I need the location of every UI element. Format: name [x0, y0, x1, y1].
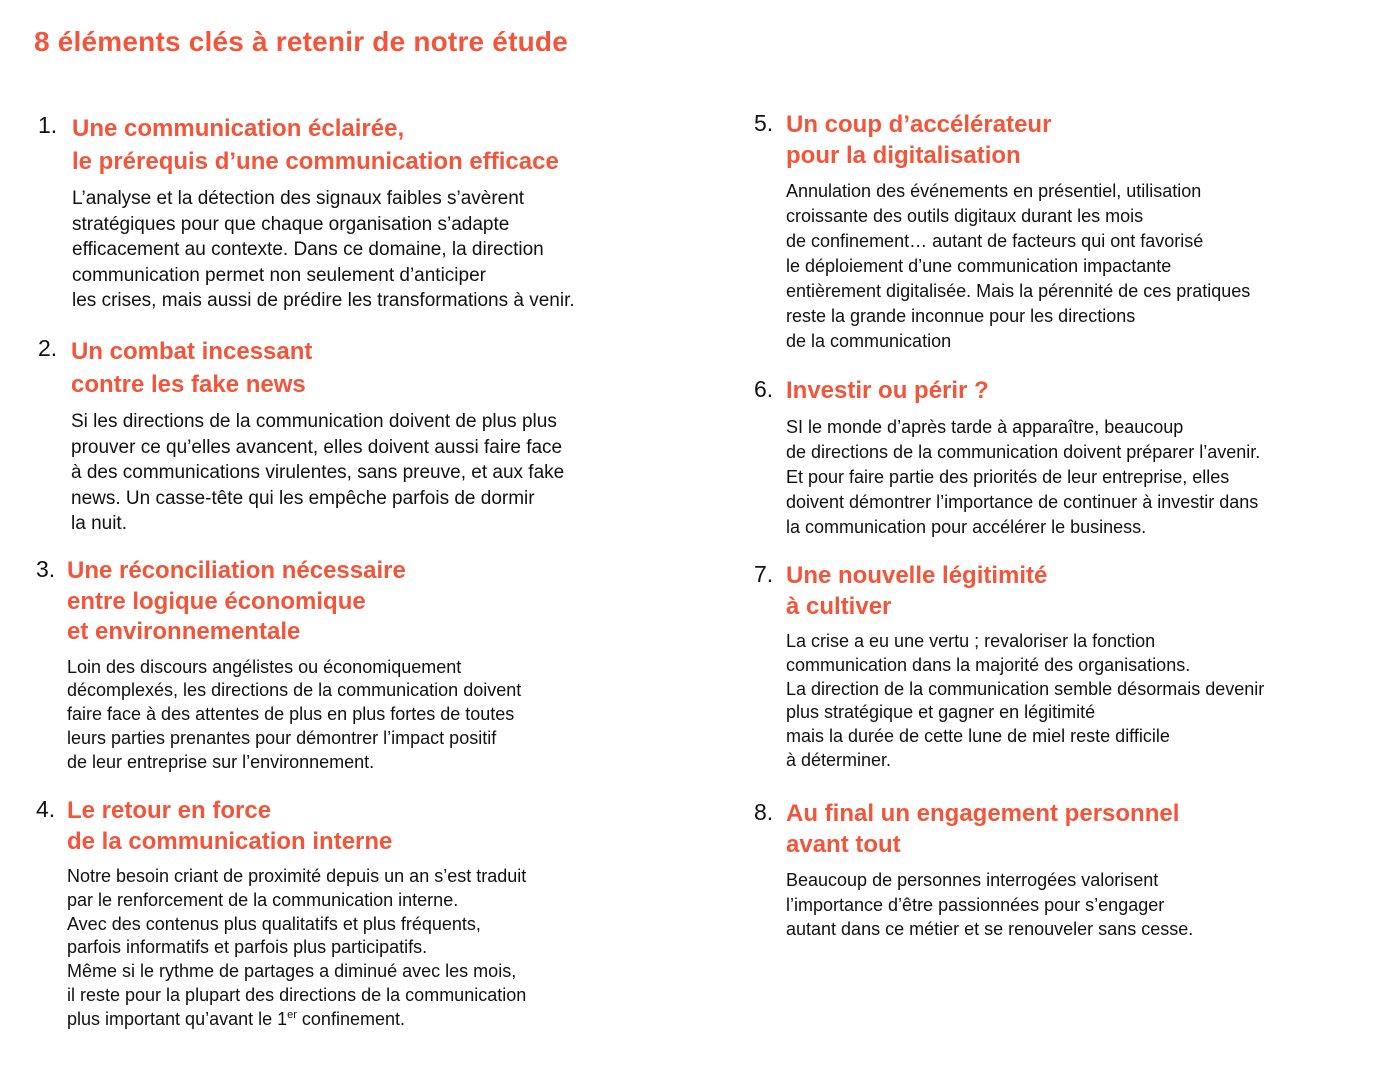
item-number: 7.	[754, 561, 774, 587]
ordinal-superscript: er	[287, 1008, 297, 1021]
key-point-5	[754, 110, 1374, 354]
item-number: 5.	[754, 110, 774, 136]
key-point-4	[36, 796, 676, 1032]
key-point-7	[754, 561, 1374, 773]
item-number: 6.	[754, 376, 774, 402]
item-title: Au final un engagement personnel avant tout	[786, 800, 1180, 858]
item-number: 4.	[36, 796, 56, 822]
key-point-6	[754, 376, 1374, 540]
item-body-end: confinement.	[296, 1008, 405, 1029]
item-number: 3.	[36, 556, 56, 582]
item-title: Investir ou périr ?	[786, 377, 989, 404]
item-body: Beaucoup de personnes interrogées valorisent l’importance d’être passionnées pour s’engager autant dans ce métier et se renouveler sans cesse.	[786, 870, 1194, 939]
item-body: Loin des discours angélistes ou économiquement décomplexés, les directions de la communication doivent faire face à des attentes de plus en plus fortes de toutes leurs parties prenantes pour démontrer l’impact positif de leur entreprise sur l’environnement.	[67, 656, 522, 772]
key-point-8	[754, 799, 1374, 942]
item-number: 1.	[38, 112, 58, 138]
item-body-text: Notre besoin criant de proximité depuis un an s’est traduit par le renforcement de la communication interne. Avec des contenus plus qualitatifs et plus fréquents, parfois informatifs et parfois plus participatifs. Même si le rythme de partages a diminué avec les mois, il reste pour la plupart des directions de la communication plus important qu’avant le 1	[67, 866, 527, 1029]
item-number: 2.	[38, 335, 58, 361]
key-point-2	[38, 335, 678, 537]
item-body: L’analyse et la détection des signaux faibles s’avèrent stratégiques pour que chaque organisation s’adapte efficacement au contexte. Dans ce domaine, la direction communication permet non seulement d’anticiper les crises, mais aussi de prédire les transformations à venir.	[72, 188, 575, 311]
key-point-1	[38, 112, 678, 314]
item-title: Une communication éclairée, le prérequis d’une communication efficace	[72, 115, 559, 175]
page-title: 8 éléments clés à retenir de notre étude	[34, 26, 568, 57]
item-title: Un coup d’accélérateur pour la digitalisation	[786, 111, 1052, 169]
item-number: 8.	[754, 799, 774, 825]
item-body: Annulation des événements en présentiel, utilisation croissante des outils digitaux durant les mois de confinement… autant de facteurs qui ont favorisé le déploiement d’une communication impactante entièrement digitalisée. Mais la pérennité de ces pratiques reste la grande inconnue pour les directions de la communication	[786, 181, 1251, 351]
key-point-3	[36, 556, 676, 774]
item-title: Une réconciliation nécessaire entre logique économique et environnementale	[67, 557, 406, 645]
item-body: SI le monde d’après tarde à apparaître, beaucoup de directions de la communication doivent préparer l’avenir. Et pour faire partie des priorités de leur entreprise, elles doivent démontrer l’importance de continuer à investir dans la communication pour accélérer le business.	[786, 416, 1261, 537]
item-title: Un combat incessant contre les fake news	[71, 338, 313, 398]
item-title: Le retour en force de la communication interne	[67, 797, 393, 855]
item-body	[67, 865, 676, 1032]
item-body: Si les directions de la communication doivent de plus plus prouver ce qu’elles avancent, elles doivent aussi faire face à des communications virulentes, sans preuve, et aux fake news. Un casse-tête qui les empêche parfois de dormir la nuit.	[71, 411, 565, 534]
item-body: La crise a eu une vertu ; revaloriser la fonction communication dans la majorité des organisations. La direction de la communication semble désormais devenir plus stratégique et gagner en légitimité mais la durée de cette lune de miel reste difficile à déterminer.	[786, 631, 1265, 770]
item-title: Une nouvelle légitimité à cultiver	[786, 562, 1048, 620]
